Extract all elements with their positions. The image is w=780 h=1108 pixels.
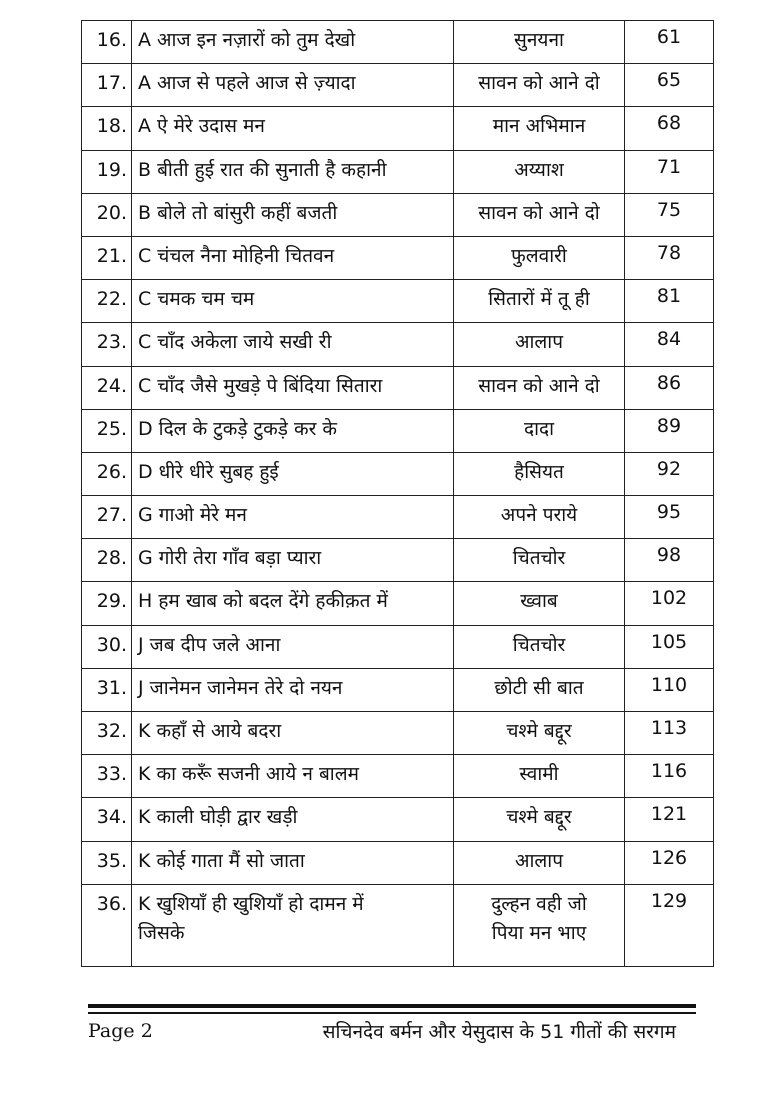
row-number: 21. xyxy=(82,236,132,279)
page-number: 105 xyxy=(625,625,714,668)
page-number: 113 xyxy=(625,712,714,755)
table-row xyxy=(82,582,714,625)
page-number: 89 xyxy=(625,409,714,452)
film-name: आलाप xyxy=(454,841,625,884)
row-number: 27. xyxy=(82,496,132,539)
film-name: सितारों में तू ही xyxy=(454,280,625,323)
page-number: 92 xyxy=(625,452,714,495)
song-title: C चंचल नैना मोहिनी चितवन xyxy=(132,236,454,279)
song-title: D धीरे धीरे सुबह हुई xyxy=(132,452,454,495)
song-title: G गोरी तेरा गाँव बड़ा प्यारा xyxy=(132,539,454,582)
page-number: 75 xyxy=(625,193,714,236)
row-number: 31. xyxy=(82,668,132,711)
table-row xyxy=(82,755,714,798)
row-number: 17. xyxy=(82,64,132,107)
row-number: 36. xyxy=(82,884,132,966)
song-title: D दिल के टुकड़े टुकड़े कर के xyxy=(132,409,454,452)
page-number: 84 xyxy=(625,323,714,366)
film-name: चितचोर xyxy=(454,539,625,582)
song-title: C चाँद अकेला जाये सखी री xyxy=(132,323,454,366)
film-name-line: पिया मन भाए xyxy=(491,921,587,944)
table-row xyxy=(82,64,714,107)
table-row xyxy=(82,884,714,966)
film-name: दादा xyxy=(454,409,625,452)
table-row xyxy=(82,21,714,64)
table-row xyxy=(82,712,714,755)
page-number: 65 xyxy=(625,64,714,107)
film-name: सावन को आने दो xyxy=(454,366,625,409)
row-number: 30. xyxy=(82,625,132,668)
film-name: चश्मे बद्दूर xyxy=(454,798,625,841)
song-title: K कोई गाता मैं सो जाता xyxy=(132,841,454,884)
row-number: 18. xyxy=(82,107,132,150)
page-number: 78 xyxy=(625,236,714,279)
film-name xyxy=(454,884,625,966)
table-row xyxy=(82,150,714,193)
row-number: 29. xyxy=(82,582,132,625)
song-title: H हम खाब को बदल देंगे हकीक़त में xyxy=(132,582,454,625)
table-row xyxy=(82,798,714,841)
table-row xyxy=(82,107,714,150)
row-number: 28. xyxy=(82,539,132,582)
table-row xyxy=(82,496,714,539)
table-row xyxy=(82,366,714,409)
film-name: चितचोर xyxy=(454,625,625,668)
page-number: 129 xyxy=(625,884,714,966)
row-number: 33. xyxy=(82,755,132,798)
table-row xyxy=(82,236,714,279)
page-number: 121 xyxy=(625,798,714,841)
song-title xyxy=(132,884,454,966)
table-row xyxy=(82,409,714,452)
table-row xyxy=(82,539,714,582)
film-name: फुलवारी xyxy=(454,236,625,279)
film-name: सावन को आने दो xyxy=(454,193,625,236)
film-name: अपने पराये xyxy=(454,496,625,539)
song-title: C चाँद जैसे मुखड़े पे बिंदिया सितारा xyxy=(132,366,454,409)
page-number: 68 xyxy=(625,107,714,150)
table-row xyxy=(82,280,714,323)
film-name: मान अभिमान xyxy=(454,107,625,150)
page-number: 98 xyxy=(625,539,714,582)
film-name-line: दुल्हन वही जो xyxy=(491,892,587,915)
footer-divider-thin xyxy=(88,1012,696,1014)
film-name: चश्मे बद्दूर xyxy=(454,712,625,755)
page-number: 81 xyxy=(625,280,714,323)
row-number: 35. xyxy=(82,841,132,884)
table-row xyxy=(82,193,714,236)
row-number: 32. xyxy=(82,712,132,755)
song-title: A ऐ मेरे उदास मन xyxy=(132,107,454,150)
song-title: A आज से पहले आज से ज़्यादा xyxy=(132,64,454,107)
row-number: 25. xyxy=(82,409,132,452)
page-number: 102 xyxy=(625,582,714,625)
song-title: C चमक चम चम xyxy=(132,280,454,323)
table-row xyxy=(82,841,714,884)
song-title-line: जिसके xyxy=(138,921,185,944)
page-label: Page 2 xyxy=(88,1020,153,1042)
song-title: A आज इन नज़ारों को तुम देखो xyxy=(132,21,454,64)
row-number: 16. xyxy=(82,21,132,64)
film-name: आलाप xyxy=(454,323,625,366)
row-number: 19. xyxy=(82,150,132,193)
page-number: 86 xyxy=(625,366,714,409)
film-name: हैसियत xyxy=(454,452,625,495)
row-number: 23. xyxy=(82,323,132,366)
song-title-line: K खुशियाँ ही खुशियाँ हो दामन में xyxy=(138,892,364,915)
row-number: 34. xyxy=(82,798,132,841)
film-name: अय्याश xyxy=(454,150,625,193)
song-title: J जानेमन जानेमन तेरे दो नयन xyxy=(132,668,454,711)
film-name: सुनयना xyxy=(454,21,625,64)
film-name: स्वामी xyxy=(454,755,625,798)
song-title: K का करूँ सजनी आये न बालम xyxy=(132,755,454,798)
page-number: 116 xyxy=(625,755,714,798)
row-number: 26. xyxy=(82,452,132,495)
film-name: सावन को आने दो xyxy=(454,64,625,107)
table-row xyxy=(82,452,714,495)
page-number: 61 xyxy=(625,21,714,64)
page-number: 71 xyxy=(625,150,714,193)
song-title: K कहाँ से आये बदरा xyxy=(132,712,454,755)
page-number: 110 xyxy=(625,668,714,711)
page-number: 126 xyxy=(625,841,714,884)
row-number: 20. xyxy=(82,193,132,236)
song-title: B बोले तो बांसुरी कहीं बजती xyxy=(132,193,454,236)
footer-divider-thick xyxy=(88,1004,696,1008)
row-number: 22. xyxy=(82,280,132,323)
song-title: G गाओ मेरे मन xyxy=(132,496,454,539)
table-row xyxy=(82,625,714,668)
film-name: ख्वाब xyxy=(454,582,625,625)
book-title: सचिनदेव बर्मन और येसुदास के 51 गीतों की सरगम xyxy=(322,1021,676,1043)
song-index-body xyxy=(82,21,714,967)
song-title: B बीती हुई रात की सुनाती है कहानी xyxy=(132,150,454,193)
row-number: 24. xyxy=(82,366,132,409)
page-number: 95 xyxy=(625,496,714,539)
table-row xyxy=(82,668,714,711)
song-title: K काली घोड़ी द्वार खड़ी xyxy=(132,798,454,841)
table-row xyxy=(82,323,714,366)
song-title: J जब दीप जले आना xyxy=(132,625,454,668)
film-name: छोटी सी बात xyxy=(454,668,625,711)
song-index-table xyxy=(81,20,714,967)
